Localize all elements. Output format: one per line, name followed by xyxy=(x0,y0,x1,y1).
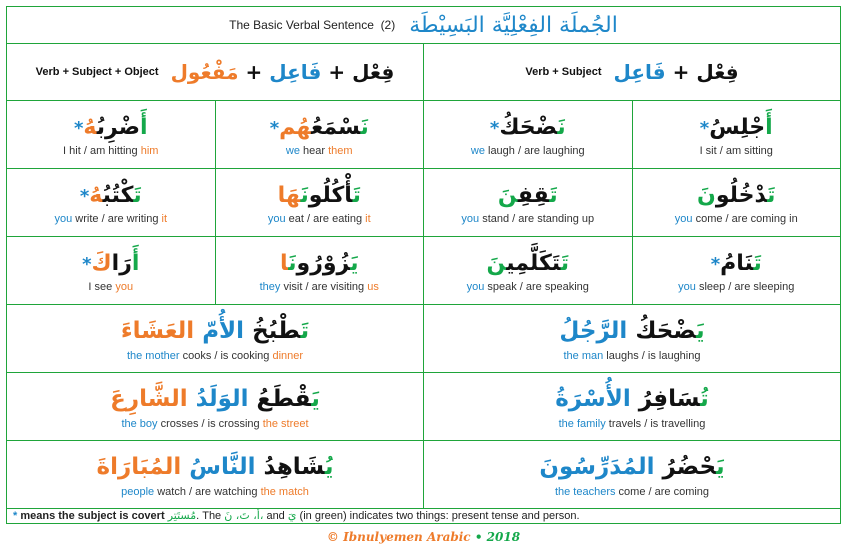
sentence-cell-content xyxy=(424,169,632,236)
translation-object: dinner xyxy=(272,350,304,363)
translation-subject: people xyxy=(121,486,155,499)
sentence-cell xyxy=(424,441,841,509)
verb-suffix: نَ xyxy=(497,182,518,208)
translation-verb: come / are coming xyxy=(615,486,710,499)
sentence-cell-content xyxy=(216,101,424,168)
english-translation xyxy=(88,281,133,293)
translation-subject: you xyxy=(678,281,696,294)
verb-stem: حْضُرُ xyxy=(654,453,717,480)
english-translation xyxy=(55,213,168,225)
verb-prefix: نَ xyxy=(360,114,369,140)
verb-prefix: تُ xyxy=(700,385,709,412)
wide-rows xyxy=(7,305,841,509)
english-translation xyxy=(268,213,371,225)
english-translation xyxy=(559,418,706,430)
translation-object: him xyxy=(140,145,159,158)
translation-verb: stand / are standing up xyxy=(479,213,595,226)
verb-prefix: يُ xyxy=(324,453,334,480)
english-translation xyxy=(555,486,709,498)
verb-stem: شَاهِدُ xyxy=(255,453,325,480)
english-translation xyxy=(461,213,594,225)
verb-stem: ضْحَكُ xyxy=(627,317,696,344)
verb-prefix: يَ xyxy=(311,385,320,412)
sentence-cell xyxy=(7,441,424,509)
verb-stem: ضْحَكُ xyxy=(499,114,558,140)
covert-subject-star: * xyxy=(79,185,90,207)
translation-subject: the man xyxy=(563,350,604,363)
sentence-cell-content xyxy=(216,169,424,236)
verb-suffix: نَ xyxy=(300,182,309,208)
verb-prefix: أَ xyxy=(139,114,148,140)
translation-verb: come / are coming in xyxy=(692,213,798,226)
sentence-cell xyxy=(424,101,633,169)
sentence-cell-content xyxy=(7,169,215,236)
object-pronoun: ا xyxy=(280,250,289,276)
english-translation xyxy=(286,145,353,157)
covert-subject-star: * xyxy=(699,117,710,139)
sentence-cell xyxy=(7,169,216,237)
english-translation xyxy=(260,281,379,293)
verb-prefix: أَ xyxy=(765,114,773,140)
verb-stem: رَا xyxy=(111,250,132,276)
sentence-cell xyxy=(424,169,633,237)
table-row xyxy=(7,169,841,237)
translation-object: it xyxy=(161,213,167,226)
sentence-cell xyxy=(7,305,424,373)
sentence-cell xyxy=(215,169,424,237)
verb-prefix: تَ xyxy=(549,182,558,208)
verb-stem: زُوْرُو xyxy=(296,250,351,276)
object-pronoun: هُم xyxy=(279,114,311,140)
arabic-sentence xyxy=(110,383,320,416)
translation-verb: laughs / is laughing xyxy=(603,350,701,363)
sentence-cell xyxy=(632,101,841,169)
header-verb-subject: Verb + Subject فِعْل + فَاعِل xyxy=(424,44,841,101)
english-translation xyxy=(121,486,309,498)
covert-subject-star: * xyxy=(710,253,721,275)
covert-subject-star: * xyxy=(269,117,280,139)
arabic-sentence xyxy=(280,248,359,280)
object-pronoun: هَا xyxy=(277,182,301,208)
translation-subject: you xyxy=(674,213,693,226)
sentence-cell xyxy=(424,305,841,373)
sentence-cell xyxy=(424,237,633,305)
english-translation xyxy=(564,350,701,362)
arabic-sentence xyxy=(97,451,334,484)
arabic-sentence xyxy=(270,112,369,144)
sentence-cell xyxy=(632,169,841,237)
table-row xyxy=(7,441,841,509)
verb-stem: دْخُلُو xyxy=(715,182,768,208)
verb-stem: قْطَعُ xyxy=(248,385,312,412)
verb-suffix: نَ xyxy=(486,250,507,276)
sentence-cell xyxy=(215,237,424,305)
verb-prefix: يَ xyxy=(350,250,359,276)
translation-object: it xyxy=(365,213,371,226)
sentence-cell xyxy=(632,237,841,305)
table-row xyxy=(7,373,841,441)
translation-subject: you xyxy=(267,213,286,226)
verb-stem: طْبُخُ xyxy=(244,317,301,344)
verb-stem: جْلِسُ xyxy=(709,114,766,140)
verb-prefix: تَ xyxy=(300,317,310,344)
sentence-cell-content xyxy=(7,373,423,440)
translation-verb: write / are writing xyxy=(72,213,162,226)
english-translation xyxy=(127,350,303,362)
arabic-sentence xyxy=(498,180,558,212)
arabic-sentence xyxy=(539,451,724,484)
sentence-cell-content xyxy=(7,305,423,372)
verb-prefix: تَ xyxy=(560,250,570,276)
verb-prefix: نَ xyxy=(557,114,566,140)
title-english: The Basic Verbal Sentence (2) xyxy=(229,18,396,32)
arabic-sentence xyxy=(82,248,139,280)
translation-subject: the teachers xyxy=(554,486,616,499)
sentence-cell-content xyxy=(633,169,841,236)
verb-stem: أْكُلُو xyxy=(308,182,353,208)
sentence-subject: الأُسْرَةُ xyxy=(555,385,631,412)
sentence-subject: الوَلَدُ xyxy=(195,385,249,412)
header-row xyxy=(7,44,841,101)
footnote: * means the subject is covert مُستَتِر. The أ، تَ، نَ، and يَ (in green) indicates two things: present tense and person. xyxy=(6,509,841,524)
translation-verb: cooks / is cooking xyxy=(179,350,273,363)
arabic-sentence xyxy=(486,248,569,280)
translation-subject: the mother xyxy=(126,350,180,363)
translation-subject: we xyxy=(470,145,485,158)
verb-stem: قِفِ xyxy=(517,182,550,208)
title-arabic: الجُملَة الفِعْلِيَّة البَسِيْطَة xyxy=(409,12,618,38)
translation-verb: laugh / are laughing xyxy=(484,145,585,158)
arabic-sentence xyxy=(697,180,775,212)
english-translation xyxy=(63,145,158,157)
translation-object: them xyxy=(328,145,353,158)
sentence-cell xyxy=(7,101,216,169)
translation-verb: travels / is travelling xyxy=(605,418,706,431)
sentence-cell xyxy=(424,373,841,441)
arabic-sentence xyxy=(121,315,309,348)
covert-subject-star: * xyxy=(489,117,500,139)
verb-prefix: يَ xyxy=(716,453,725,480)
verb-suffix: نَ xyxy=(697,182,716,208)
verb-stem: تَكَلَّمِي xyxy=(506,250,561,276)
sentence-object: المُبَارَاةَ xyxy=(96,453,190,480)
translation-subject: the boy xyxy=(121,418,158,431)
arabic-sentence xyxy=(278,180,361,212)
english-translation xyxy=(467,281,589,293)
object-pronoun: كَ xyxy=(91,250,112,276)
translation-verb: I sit / am sitting xyxy=(699,145,773,158)
sentence-cell-content xyxy=(424,305,840,372)
translation-verb: sleep / are sleeping xyxy=(695,281,795,294)
translation-subject: you xyxy=(54,213,73,226)
sentence-subject: الرَّجُلُ xyxy=(559,317,628,344)
verb-suffix: نَ xyxy=(288,250,297,276)
verb-stem: كْتُبُ xyxy=(102,182,134,208)
english-translation xyxy=(121,418,308,430)
arabic-sentence xyxy=(80,180,142,212)
translation-subject: the family xyxy=(558,418,606,431)
verb-prefix: أَ xyxy=(131,250,140,276)
english-translation xyxy=(675,213,798,225)
english-translation xyxy=(678,281,794,293)
arabic-sentence xyxy=(490,112,566,144)
sentence-cell-content xyxy=(424,373,840,440)
arabic-sentence xyxy=(559,315,704,348)
verb-prefix: تَ xyxy=(352,182,361,208)
translation-object: us xyxy=(367,281,379,294)
translation-object: the street xyxy=(262,418,309,431)
sentence-cell-content xyxy=(424,237,632,304)
translation-verb: eat / are eating xyxy=(285,213,366,226)
sentence-cell xyxy=(7,373,424,441)
sentence-cell-content xyxy=(7,441,423,508)
worksheet xyxy=(6,6,841,544)
translation-subject: they xyxy=(259,281,281,294)
translation-verb: watch / are watching xyxy=(154,486,261,499)
header-verb-subject-object: Verb + Subject + Object فِعْل + فَاعِل + مَفْعُول xyxy=(7,44,424,101)
sentence-cell xyxy=(7,237,216,305)
sentence-cell-content xyxy=(424,101,632,168)
covert-subject-star: * xyxy=(82,253,92,275)
translation-verb: crosses / is crossing xyxy=(157,418,263,431)
copyright-footer: © Ibnulyemen Arabic • 2018 xyxy=(326,530,521,544)
title-bar xyxy=(6,6,841,43)
verb-prefix: تَ xyxy=(753,250,762,276)
sentence-cell-content xyxy=(7,101,215,168)
arabic-sentence xyxy=(700,112,773,144)
sentence-cell-content xyxy=(424,441,840,508)
translation-subject: you xyxy=(461,213,480,226)
table-row xyxy=(7,305,841,373)
verb-stem: سَافِرُ xyxy=(630,385,701,412)
verb-prefix: يَ xyxy=(695,317,705,344)
table-row xyxy=(7,101,841,169)
sentence-subject: النَّاسُ xyxy=(189,453,256,480)
short-rows xyxy=(7,101,841,305)
sentence-object: العَشَاءَ xyxy=(120,317,203,344)
arabic-sentence xyxy=(555,383,709,416)
translation-verb: visit / are visiting xyxy=(280,281,368,294)
translation-verb: I hit / am hitting xyxy=(63,145,141,158)
covert-subject-star: * xyxy=(73,117,84,139)
sentence-cell-content xyxy=(7,237,215,304)
arabic-sentence xyxy=(711,248,762,280)
sentence-object: الشَّارِعَ xyxy=(110,385,196,412)
english-translation xyxy=(700,145,773,157)
verb-prefix: تَ xyxy=(133,182,142,208)
sentence-cell-content xyxy=(216,237,424,304)
verb-prefix: تَ xyxy=(767,182,776,208)
sentence-subject: المُدَرِّسُونَ xyxy=(539,453,655,480)
sentence-cell-content xyxy=(633,237,841,304)
sentence-cell-content xyxy=(633,101,841,168)
english-translation xyxy=(471,145,585,157)
translation-object: you xyxy=(115,281,134,294)
translation-verb: speak / are speaking xyxy=(484,281,589,294)
table-row xyxy=(7,237,841,305)
translation-verb: I see xyxy=(88,281,116,294)
translation-subject: you xyxy=(466,281,485,294)
translation-object: the match xyxy=(260,486,309,499)
arabic-sentence xyxy=(74,112,148,144)
translation-verb: hear xyxy=(299,145,329,158)
sentence-cell xyxy=(215,101,424,169)
sentence-table xyxy=(6,43,841,509)
object-pronoun: هُ xyxy=(89,182,103,208)
verb-stem: سْمَعُ xyxy=(310,114,361,140)
object-pronoun: هُ xyxy=(83,114,97,140)
verb-stem: نَامُ xyxy=(720,250,754,276)
sentence-subject: الأُمّ xyxy=(202,317,245,344)
verb-stem: ضْرِبُ xyxy=(96,114,140,140)
translation-subject: we xyxy=(285,145,300,158)
